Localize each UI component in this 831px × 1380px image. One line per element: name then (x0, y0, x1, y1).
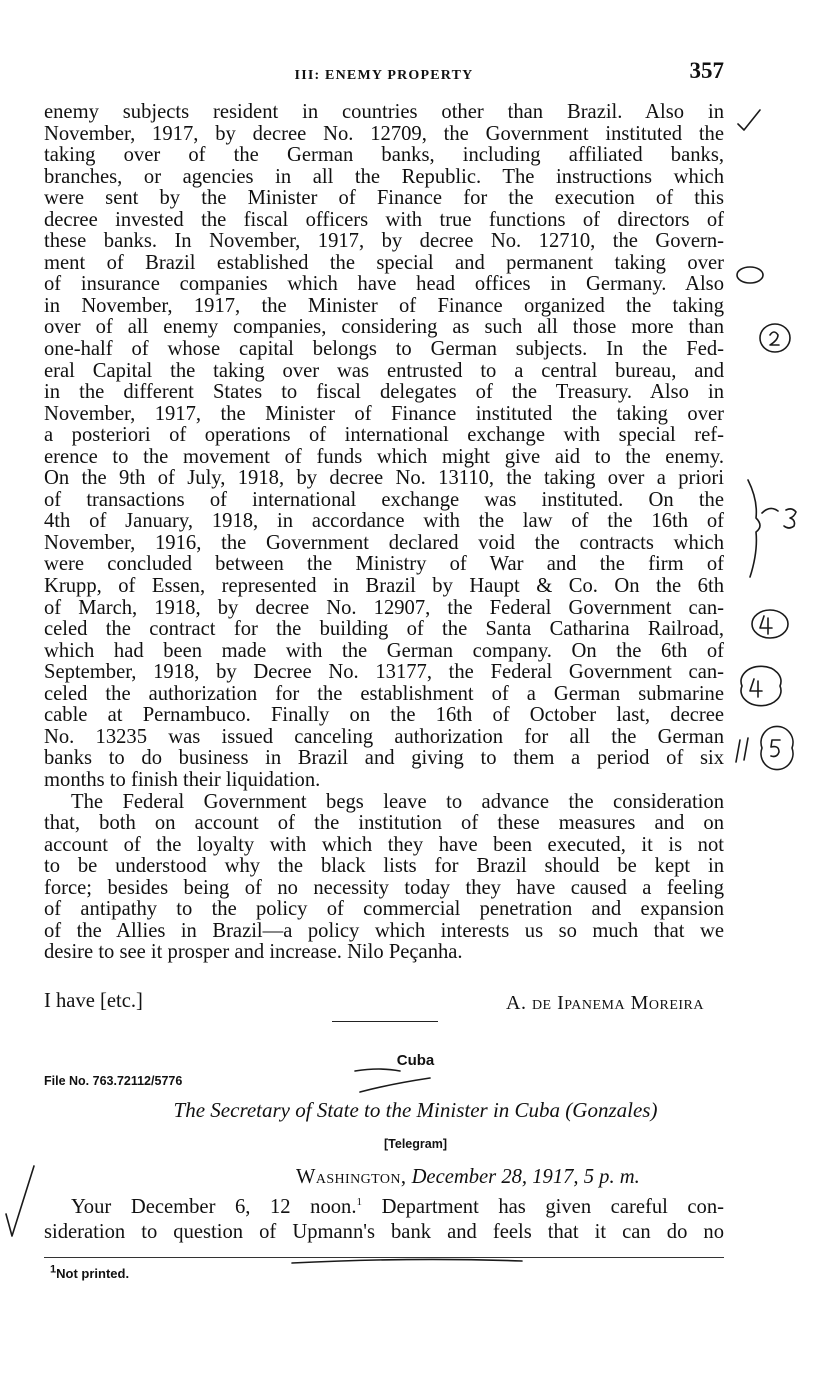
body-line: decree invested the fiscal officers with true functions of directors of (44, 208, 724, 231)
telegram-body (44, 1195, 724, 1245)
body-line: taking over of the German banks, including affiliated banks, (44, 144, 724, 167)
body-line: enemy subjects resident in countries other than Brazil. Also in (44, 101, 724, 123)
footnote-marker: 1 (50, 1263, 57, 1276)
dateline (296, 1166, 640, 1189)
body-line: account of the loyalty with which they have been executed, it is not (44, 833, 724, 856)
body-line: branches, or agencies in all the Republic. The instructions which (44, 165, 724, 188)
body-line: The Federal Government begs leave to advance the consideration (71, 790, 724, 813)
telegram-line (44, 1195, 724, 1220)
letter-body (44, 102, 724, 964)
file-number: File No. 763.72112/5776 (44, 1074, 183, 1088)
page-number: 357 (689, 58, 724, 83)
body-line: November, 1917, by decree No. 12709, the Government instituted the (44, 122, 724, 145)
section-heading: Cuba (396, 1052, 435, 1069)
body-line: celed the authorization for the establishment of a German submarine (44, 682, 724, 705)
body-line: cable at Pernambuco. Finally on the 16th of October last, decree (44, 704, 724, 727)
telegram-line-text: Department has given careful con- (362, 1196, 725, 1218)
body-line: were concluded between the Ministry of War and the firm of (44, 553, 724, 576)
body-line: On the 9th of July, 1918, by decree No. 13110, the taking over a priori (44, 467, 724, 490)
document-title: The Secretary of State to the Minister in Cuba (Gonzales) (173, 1098, 658, 1122)
circled-2-annotation (760, 324, 790, 352)
body-line: celed the contract for the building of the Santa Catharina Railroad, (44, 618, 724, 641)
body-line: one-half of whose capital belongs to German subjects. In the Fed- (44, 338, 724, 361)
document-type: [Telegram] (384, 1137, 447, 1151)
underline-stroke-annotation (292, 1259, 522, 1263)
body-line: banks to do business in Brazil and giving to them a period of six (44, 747, 724, 770)
body-line: November, 1917, the Minister of Finance instituted the taking over (44, 402, 724, 425)
body-line: of insurance companies which have head offices in Germany. Also (44, 273, 724, 296)
body-line: that, both on account of the institution of these measures and on (44, 812, 724, 835)
body-line: these banks. In November, 1917, by decree No. 12710, the Govern- (44, 230, 724, 253)
body-line: September, 1918, by Decree No. 13177, the Federal Government can- (44, 661, 724, 684)
dateline-date: December 28, 1917, 5 p. m. (411, 1166, 640, 1188)
circled-4-annotation (752, 610, 788, 638)
footnote-text: Not printed. (56, 1266, 130, 1281)
body-line: in the different States to fiscal delegates of the Treasury. Also in (44, 381, 724, 404)
body-line: No. 13235 was issued canceling authorization for all the German (44, 725, 724, 748)
body-line: of the Allies in Brazil—a policy which interests us so much that we (44, 919, 724, 942)
telegram-line: sideration to question of Upmann's bank and feels that it can do no (44, 1221, 724, 1243)
body-line: desire to see it prosper and increase. Nilo Peçanha. (44, 941, 463, 964)
body-line: November, 1916, the Government declared void the contracts which (44, 531, 724, 554)
body-line: which had been made with the German company. On the 6th of (44, 639, 724, 662)
section-divider (332, 1021, 438, 1022)
body-line: of March, 1918, by decree No. 12907, the Federal Government can- (44, 596, 724, 619)
body-line: a posteriori of operations of international exchange with special ref- (44, 424, 724, 447)
body-line: ment of Brazil established the special and permanent taking over (44, 251, 724, 274)
body-line: Krupp, of Essen, represented in Brazil by Haupt & Co. On the 6th (44, 575, 724, 598)
dateline-place: Washington, (296, 1166, 407, 1188)
footnote (50, 1263, 130, 1281)
signature-text: A. de Ipanema Moreira (506, 992, 704, 1014)
running-head: III: ENEMY PROPERTY (294, 68, 474, 83)
body-line: over of all enemy companies, considering as such all those more than (44, 316, 724, 339)
telegram-line-text: Your December 6, 12 noon. (71, 1196, 357, 1218)
body-line: 4th of January, 1918, in accordance with the law of the 16th of (44, 510, 724, 533)
circled-3-annotation (762, 508, 796, 528)
underline-stroke-annotation (355, 1069, 430, 1092)
circled-mark-annotation (737, 267, 763, 283)
circled-4-annotation (741, 666, 781, 705)
body-line: of antipathy to the policy of commercial penetration and expansion (44, 898, 724, 921)
body-line: force; besides being of no necessity today they have caused a feeling (44, 876, 724, 899)
circled-5-annotation (761, 726, 793, 769)
body-line: to be understood why the black lists for Brazil should be kept in (44, 855, 724, 878)
signature (506, 992, 704, 1015)
body-line: eral Capital the taking over was entrusted to a central bureau, and (44, 359, 724, 382)
checkmark-annotation (738, 110, 760, 130)
footnote-divider (44, 1257, 724, 1258)
page-header (44, 56, 724, 96)
double-slash-annotation (736, 738, 748, 762)
body-line: months to finish their liquidation. (44, 768, 321, 791)
letter-closing (44, 990, 724, 1020)
closing-salutation: I have [etc.] (44, 990, 143, 1012)
body-line: were sent by the Minister of Finance for the execution of this (44, 187, 724, 210)
body-line: of transactions of international exchange was instituted. On the (44, 488, 724, 511)
body-line: erence to the movement of funds which might give aid to the enemy. (44, 445, 724, 468)
footnote-reference[interactable]: 1 (356, 1196, 363, 1209)
bracket-annotation (748, 480, 760, 577)
large-checkmark-annotation (6, 1166, 34, 1236)
body-line: in November, 1917, the Minister of Finance organized the taking (44, 294, 724, 317)
